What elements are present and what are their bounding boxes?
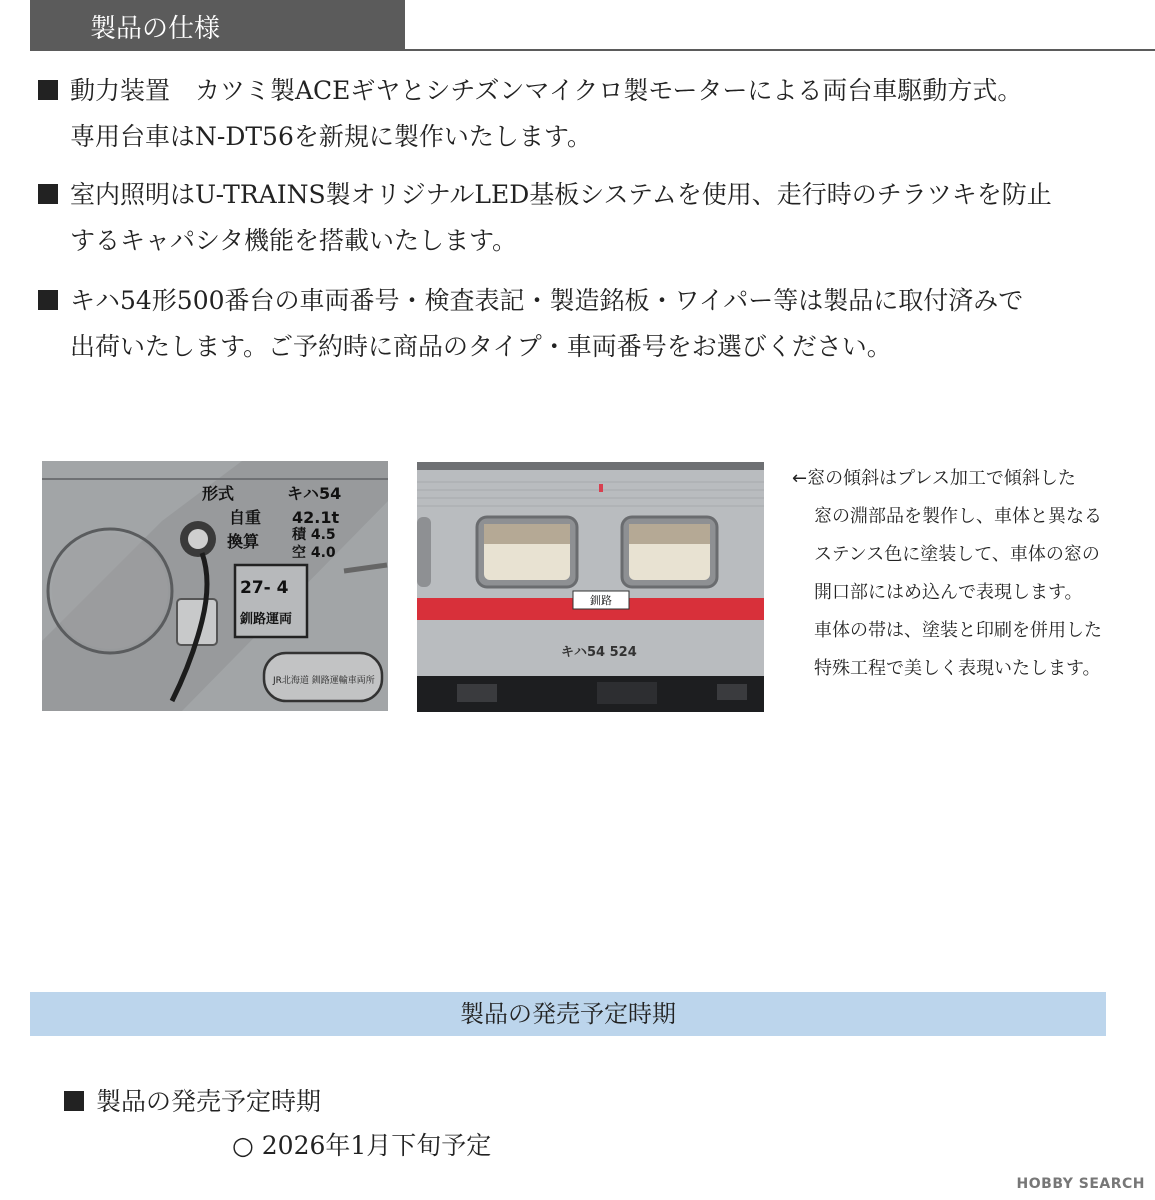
- caption-line: 特殊工程で美しく表現いたします。: [814, 658, 1101, 679]
- release-date: ○ 2026年1月下旬予定: [232, 1131, 492, 1160]
- section-header-specs: [30, 0, 405, 50]
- value-jiju: 42.1t: [292, 508, 340, 527]
- label-kansan: 換算: [227, 532, 260, 551]
- header-divider: [30, 49, 1155, 51]
- watermark-logo: HOBBY SEARCH: [1016, 1176, 1145, 1192]
- spec-item: [38, 278, 1128, 370]
- car-number: キハ54 524: [561, 645, 637, 660]
- spec-item: [38, 68, 1128, 160]
- caption-line: ステンス色に塗装して、車体の窓の: [814, 544, 1100, 565]
- spec-line: 動力装置 カツミ製ACEギヤとシチズンマイクロ製モーターによる両台車駆動方式。: [70, 76, 1023, 105]
- bullet-square-icon: [38, 290, 58, 310]
- spec-line: 室内照明はU-TRAINS製オリジナルLED基板システムを使用、走行時のチラツキを防止: [70, 180, 1052, 209]
- caption-line: 車体の帯は、塗装と印刷を併用した: [814, 620, 1102, 641]
- photo-car-markings: [42, 461, 388, 711]
- label-keishiki: 形式: [202, 484, 235, 503]
- caption-line: ←窓の傾斜はプレス加工で傾斜した: [792, 468, 1076, 489]
- spec-line-continued: 専用台車はN-DT56を新規に製作いたします。: [70, 122, 592, 151]
- spec-line: キハ54形500番台の車両番号・検査表記・製造銘板・ワイパー等は製品に取付済みで: [70, 286, 1024, 315]
- spec-line-continued: 出荷いたします。ご予約時に商品のタイプ・車両番号をお選びください。: [70, 332, 892, 361]
- caption-line: 窓の淵部品を製作し、車体と異なる: [814, 506, 1102, 527]
- bullet-square-icon: [38, 184, 58, 204]
- depot-mark: 釧路運両: [240, 612, 293, 627]
- value-kansan-1: 積 4.5: [292, 527, 336, 543]
- release-bar-title: 製品の発売予定時期: [460, 1000, 676, 1028]
- section-header-release: [30, 992, 1106, 1036]
- destination-board: 釧路: [590, 594, 612, 607]
- value-kansan-2: 空 4.0: [292, 545, 336, 561]
- section-title: 製品の仕様: [90, 14, 221, 44]
- spec-line-continued: するキャパシタ機能を搭載いたします。: [70, 226, 518, 255]
- bullet-square-icon: [64, 1091, 84, 1111]
- release-label: 製品の発売予定時期: [96, 1087, 322, 1116]
- inspection-mark: 27- 4: [240, 578, 289, 598]
- label-jiju: 自重: [229, 508, 262, 527]
- photo-car-body: [417, 462, 764, 712]
- release-item: [64, 1082, 321, 1122]
- photo-caption: [792, 460, 1142, 688]
- builder-plate: JR北海道 釧路運輸車両所: [273, 676, 375, 686]
- value-keishiki: キハ54: [287, 484, 342, 503]
- bullet-square-icon: [38, 80, 58, 100]
- caption-line: 開口部にはめ込んで表現します。: [814, 582, 1083, 603]
- spec-item: [38, 172, 1128, 264]
